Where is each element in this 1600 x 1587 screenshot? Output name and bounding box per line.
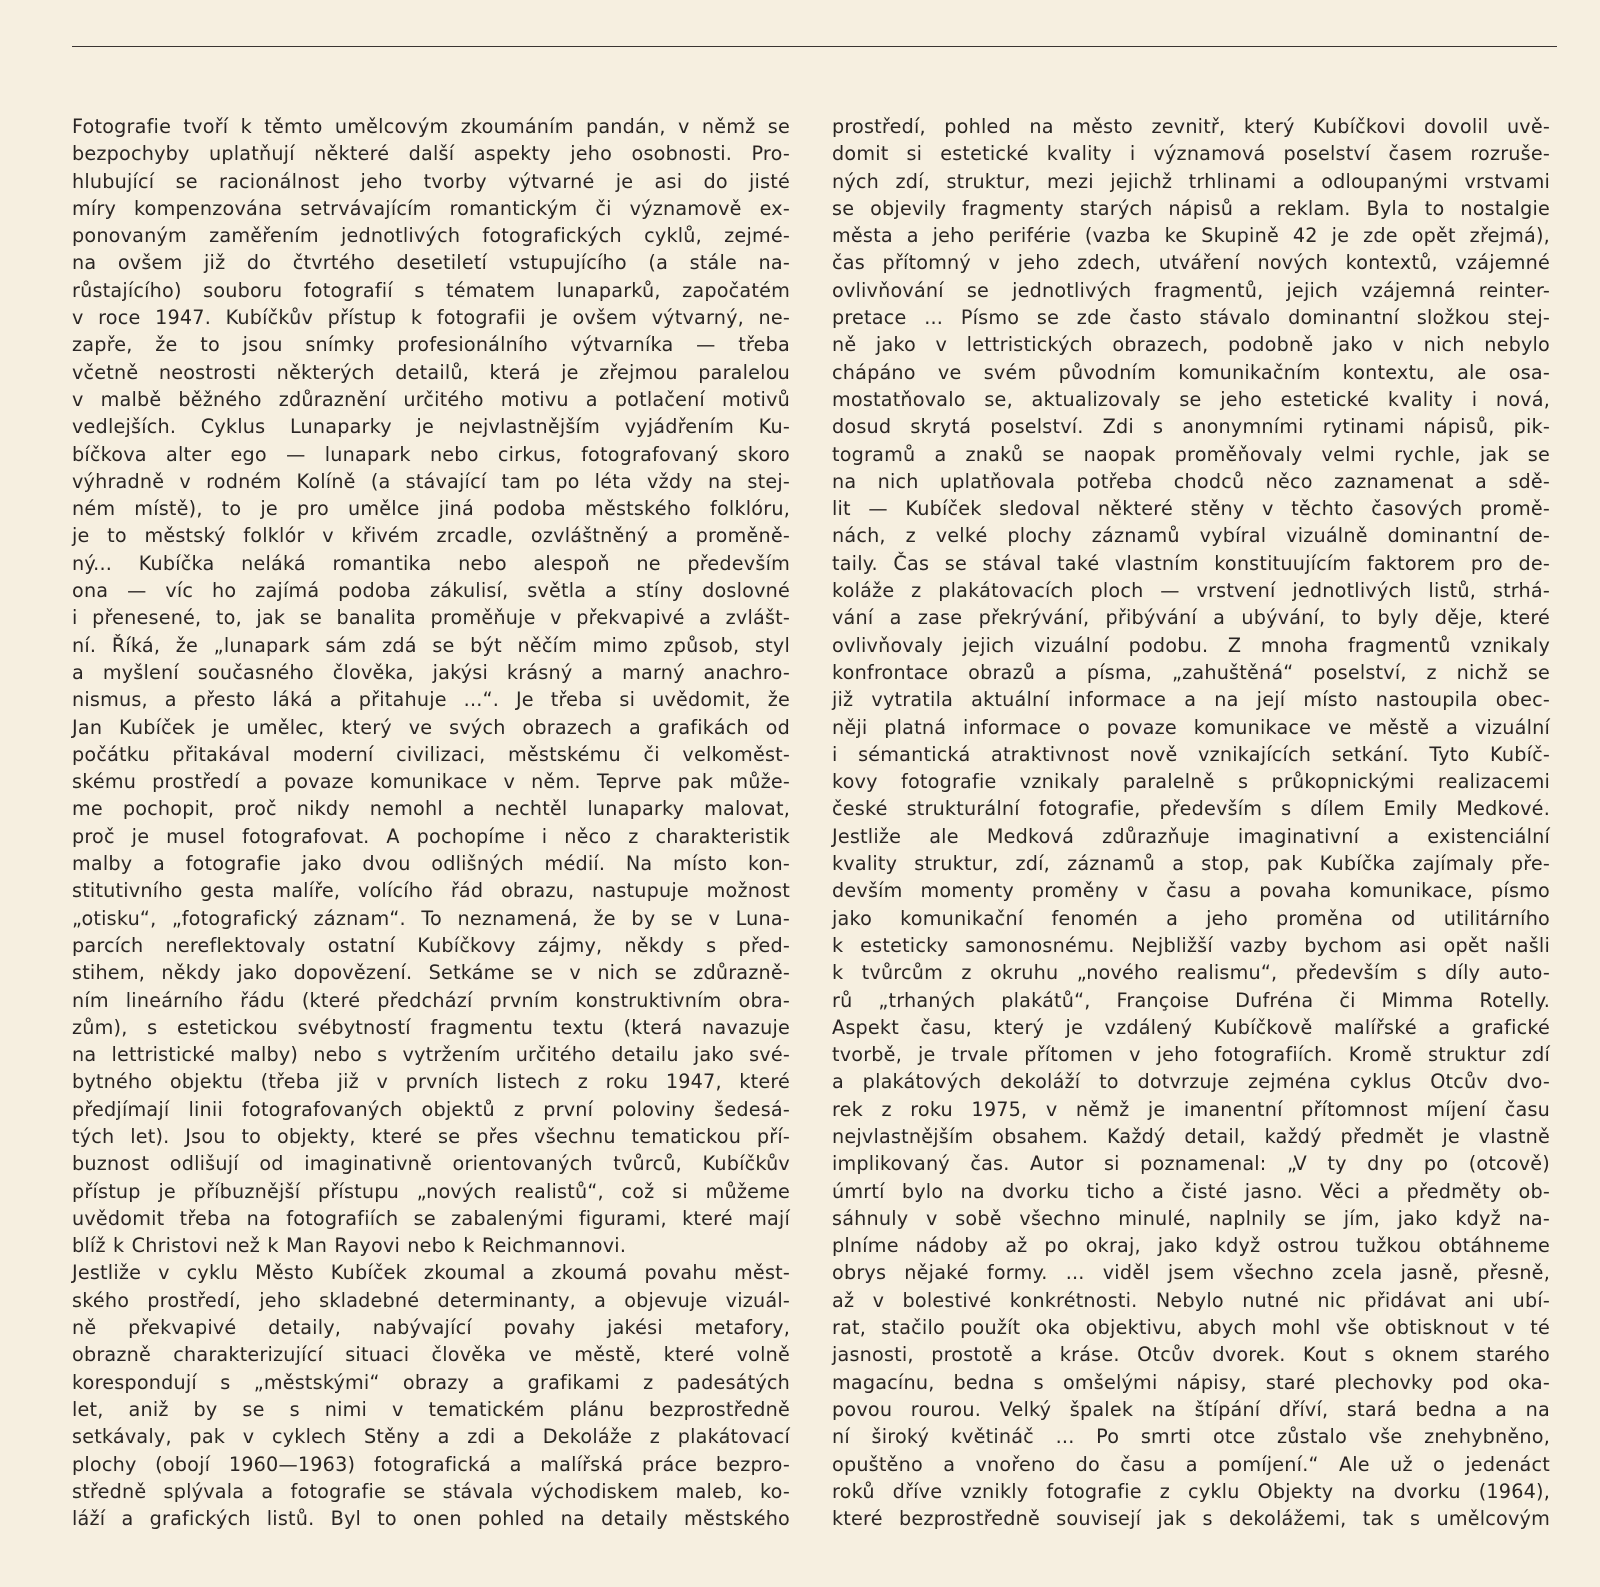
text-line: skému prostředí a povaze komunikace v něm. Teprve pak může- (72, 770, 790, 794)
text-line: implikovaný čas. Autor si poznamenal: „V ty dny po (otcově) (832, 1152, 1550, 1176)
text-line: Jestliže ale Medková zdůrazňuje imaginativní a existenciální (832, 824, 1550, 848)
text-line: obrazně charakterizující situaci člověka ve městě, které volně (72, 1343, 790, 1367)
text-line: parcích nereflektovaly ostatní Kubíčkovy zájmy, někdy s před- (72, 933, 790, 957)
text-line: taily. Čas se stával také vlastním konstituujícím faktorem pro de- (832, 551, 1550, 575)
text-line: zapře, že to jsou snímky profesionálního výtvarníka — třeba (72, 333, 790, 357)
text-line: korespondují s „městskými“ obrazy a grafikami z padesátých (72, 1370, 790, 1394)
text-line: „otisku“, „fotografický záznam“. To neznamená, že by se v Luna- (72, 906, 790, 930)
text-line: ně jako v lettristických obrazech, podobně jako v nich nebylo (832, 333, 1550, 357)
text-line: plníme nádoby až po okraj, jako když ostrou tužkou obtáhneme (832, 1234, 1550, 1258)
text-line: koláže z plakátovacích ploch — vrstvení jednotlivých listů, strhá- (832, 579, 1550, 603)
text-line: magacínu, bedna s omšelými nápisy, staré plechovky pod oka- (832, 1370, 1550, 1394)
text-line: které bezprostředně souvisejí jak s dekolážemi, tak s umělcovým (832, 1507, 1550, 1531)
text-line: se objevily fragmenty starých nápisů a reklam. Byla to nostalgie (832, 196, 1550, 220)
text-line: města a jeho periférie (vazba ke Skupině 42 je zde opět zřejmá), (832, 224, 1550, 248)
text-line: včetně neostrosti některých detailů, která je zřejmou paralelou (72, 360, 790, 384)
text-line: sáhnuly v sobě všechno minulé, naplnily se jím, jako když na- (832, 1206, 1550, 1230)
text-line: ně překvapivé detaily, nabývající povahy jakési metafory, (72, 1316, 790, 1340)
text-line: ovlivňovaly jejich vizuální podobu. Z mnoha fragmentů vznikaly (832, 633, 1550, 657)
text-line: proč je musel fotografovat. A pochopíme i něco z charakteristik (72, 824, 790, 848)
text-line: stitutivního gesta malíře, volícího řád obrazu, nastupuje možnost (72, 879, 790, 903)
text-line: malby a fotografie jako dvou odlišných médií. Na místo kon- (72, 852, 790, 876)
text-line: ského prostředí, jeho skladebné determinanty, a objevuje vizuál- (72, 1288, 790, 1312)
text-line: rat, stačilo použít oka objektivu, abych mohl vše obtisknout v té (832, 1316, 1550, 1340)
text-line: a myšlení současného člověka, jakýsi krásný a marný anachro- (72, 660, 790, 684)
text-line: setkávaly, pak v cyklech Stěny a zdi a Dekoláže z plakátovací (72, 1425, 790, 1449)
text-line: me pochopit, proč nikdy nemohl a nechtěl lunaparky malovat, (72, 797, 790, 821)
text-line: mostatňovalo se, aktualizovaly se jeho estetické kvality i nová, (832, 387, 1550, 411)
text-line: pretace ... Písmo se zde často stávalo dominantní složkou stej- (832, 306, 1550, 330)
text-line: konfrontace obrazů a písma, „zahuštěná“ poselství, z nichž se (832, 660, 1550, 684)
text-line: k tvůrcům z okruhu „nového realismu“, především s díly auto- (832, 961, 1550, 985)
text-line: dosud skrytá poselství. Zdi s anonymními rytinami nápisů, pik- (832, 415, 1550, 439)
text-line: Jestliže v cyklu Město Kubíček zkoumal a zkoumá povahu měst- (72, 1261, 790, 1285)
text-line: nejvlastnějším obsahem. Každý detail, každý předmět je vlastně (832, 1124, 1550, 1148)
text-line: jasnosti, prostotě a kráse. Otcův dvorek. Kout s oknem starého (832, 1343, 1550, 1367)
text-line: ovlivňování se jednotlivých fragmentů, jejich vzájemná reinter- (832, 278, 1550, 302)
text-line: růstajícího) souboru fotografií s tématem lunaparků, započatém (72, 278, 790, 302)
text-line: bíčkova alter ego — lunapark nebo cirkus, fotografovaný skoro (72, 442, 790, 466)
text-column-left (72, 113, 790, 1532)
text-line: láží a grafických listů. Byl to onen pohled na detaily městského (72, 1507, 790, 1531)
text-line: na ovšem již do čtvrtého desetiletí vstupujícího (a stále na- (72, 251, 790, 275)
text-line: přístup je příbuznější přístupu „nových realistů“, což si můžeme (72, 1179, 790, 1203)
text-line: ní. Říká, že „lunapark sám zdá se být něčím mimo způsob, styl (72, 633, 790, 657)
text-line: stihem, někdy jako dopovězení. Setkáme se v nich se zdůrazně- (72, 961, 790, 985)
text-line: chápáno ve svém původním komunikačním kontextu, ale osa- (832, 360, 1550, 384)
text-line: blíž k Christovi než k Man Rayovi nebo k Reichmannovi. (72, 1234, 627, 1258)
text-line: něji platná informace o povaze komunikace ve městě a vizuální (832, 715, 1550, 739)
text-line: bezpochyby uplatňují některé další aspekty jeho osobnosti. Pro- (72, 142, 790, 166)
text-line: uvědomit třeba na fotografiích se zabalenými figurami, které mají (72, 1206, 790, 1230)
text-line: v malbě běžného zdůraznění určitého motivu a potlačení motivů (72, 387, 790, 411)
text-line: jako komunikační fenomén a jeho proměna od utilitárního (832, 906, 1550, 930)
text-line: i přenesené, to, jak se banalita proměňuje v překvapivé a zvlášt- (72, 606, 790, 630)
text-line: tvorbě, je trvale přítomen v jeho fotografiích. Kromě struktur zdí (832, 1043, 1550, 1067)
text-line: na lettristické malby) nebo s vytržením určitého detailu jako své- (72, 1043, 790, 1067)
text-line: až v bolestivé konkrétnosti. Nebylo nutné nic přidávat ani ubí- (832, 1288, 1550, 1312)
text-line: devším momenty proměny v času a povaha komunikace, písmo (832, 879, 1550, 903)
text-line: tých let). Jsou to objekty, které se přes všechnu tematickou pří- (72, 1124, 790, 1148)
text-line: zům), s estetickou svébytností fragmentu textu (která navazuje (72, 1015, 790, 1039)
text-line: roků dříve vznikly fotografie z cyklu Objekty na dvorku (1964), (832, 1479, 1550, 1503)
text-line: domit si estetické kvality i významová poselství časem rozruše- (832, 142, 1550, 166)
text-line: rů „trhaných plakátů“, Françoise Dufréna či Mimma Rotelly. (832, 988, 1550, 1012)
text-line: rek z roku 1975, v němž je imanentní přítomnost míjení času (832, 1097, 1550, 1121)
text-line: Fotografie tvoří k těmto umělcovým zkoumáním pandán, v němž se (72, 115, 790, 138)
text-line: lit — Kubíček sledoval některé stěny v těchto časových promě- (832, 497, 1550, 521)
text-line: buznost odlišují od imaginativně orientovaných tvůrců, Kubíčkův (72, 1152, 790, 1176)
text-line: obrys nějaké formy. ... viděl jsem všechno zcela jasně, přesně, (832, 1261, 1550, 1285)
text-line: ona — víc ho zajímá podoba zákulisí, světla a stíny doslovné (72, 579, 790, 603)
text-line: kvality struktur, zdí, záznamů a stop, pak Kubíčka zajímaly pře- (832, 852, 1550, 876)
text-line: ponovaným zaměřením jednotlivých fotografických cyklů, zejmé- (72, 224, 790, 248)
text-line: míry kompenzována setrvávajícím romantickým či významově ex- (72, 196, 790, 220)
text-line: Jan Kubíček je umělec, který ve svých obrazech a grafikách od (72, 715, 790, 739)
text-line: vání a zase překrývání, přibývání a ubývání, to byly děje, které (832, 606, 1550, 630)
text-line: plochy (obojí 1960—1963) fotografická a malířská práce bezpro- (72, 1452, 790, 1476)
text-column-right (832, 113, 1550, 1532)
text-line: středně splývala a fotografie se stávala východiskem maleb, ko- (72, 1479, 790, 1503)
text-line: v roce 1947. Kubíčkův přístup k fotografii je ovšem výtvarný, ne- (72, 306, 790, 330)
text-line: ním lineárního řádu (které předchází prvním konstruktivním obra- (72, 988, 790, 1012)
top-rule (72, 46, 1557, 47)
text-line: togramů a znaků se naopak proměňovaly velmi rychle, jak se (832, 442, 1550, 466)
text-line: prostředí, pohled na město zevnitř, který Kubíčkovi dovolil uvě- (832, 115, 1550, 138)
text-line: opuštěno a vnořeno do času a pomíjení.“ Ale už o jedenáct (832, 1452, 1550, 1476)
text-line: Aspekt času, který je vzdálený Kubíčkově malířské a grafické (832, 1015, 1550, 1039)
text-line: počátku přitakával moderní civilizaci, městskému či velkoměst- (72, 742, 790, 766)
text-line: předjímají linii fotografovaných objektů z první poloviny šedesá- (72, 1097, 790, 1121)
text-line: je to městský folklór v křivém zrcadle, ozvláštněný a proměně- (72, 524, 790, 548)
text-line: nismus, a přesto láká a přitahuje ...“. Je třeba si uvědomit, že (72, 688, 790, 712)
text-line: nách, z velké plochy záznamů vybíral vizuálně dominantní de- (832, 524, 1550, 548)
text-line: bytného objektu (třeba již v prvních listech z roku 1947, které (72, 1070, 790, 1094)
text-line: ných zdí, struktur, mezi jejichž trhlinami a odloupanými vrstvami (832, 169, 1550, 193)
text-line: vedlejších. Cyklus Lunaparky je nejvlastnějším vyjádřením Ku- (72, 415, 790, 439)
text-line: let, aniž by se s nimi v tematickém plánu bezprostředně (72, 1397, 790, 1421)
text-line: čas přítomný v jeho zdech, utváření nových kontextů, vzájemné (832, 251, 1550, 275)
text-line: ní široký květináč ... Po smrti otce zůstalo vše znehybněno, (832, 1425, 1550, 1449)
text-line: hlubující se racionálnost jeho tvorby výtvarné je asi do jisté (72, 169, 790, 193)
text-line: úmrtí bylo na dvorku ticho a čisté jasno. Věci a předměty ob- (832, 1179, 1550, 1203)
text-line: i sémantická atraktivnost nově vznikajících setkání. Tyto Kubíč- (832, 742, 1550, 766)
text-line: kovy fotografie vznikaly paralelně s průkopnickými realizacemi (832, 770, 1550, 794)
text-line: k esteticky samonosnému. Nejbližší vazby bychom asi opět našli (832, 933, 1550, 957)
text-line: výhradně v rodném Kolíně (a stávající tam po léta vždy na stej- (72, 469, 790, 493)
text-line: české strukturální fotografie, především s dílem Emily Medkové. (832, 797, 1550, 821)
text-line: povou rourou. Velký špalek na štípání dříví, stará bedna a na (832, 1397, 1550, 1421)
text-line: již vytratila aktuální informace a na její místo nastoupila obec- (832, 688, 1550, 712)
text-line: ném místě), to je pro umělce jiná podoba městského folklóru, (72, 497, 790, 521)
text-line: a plakátových dekoláží to dotvrzuje zejména cyklus Otcův dvo- (832, 1070, 1550, 1094)
text-line: na nich uplatňovala potřeba chodců něco zaznamenat a sdě- (832, 469, 1550, 493)
text-line: ný... Kubíčka neláká romantika nebo alespoň ne především (72, 551, 790, 575)
